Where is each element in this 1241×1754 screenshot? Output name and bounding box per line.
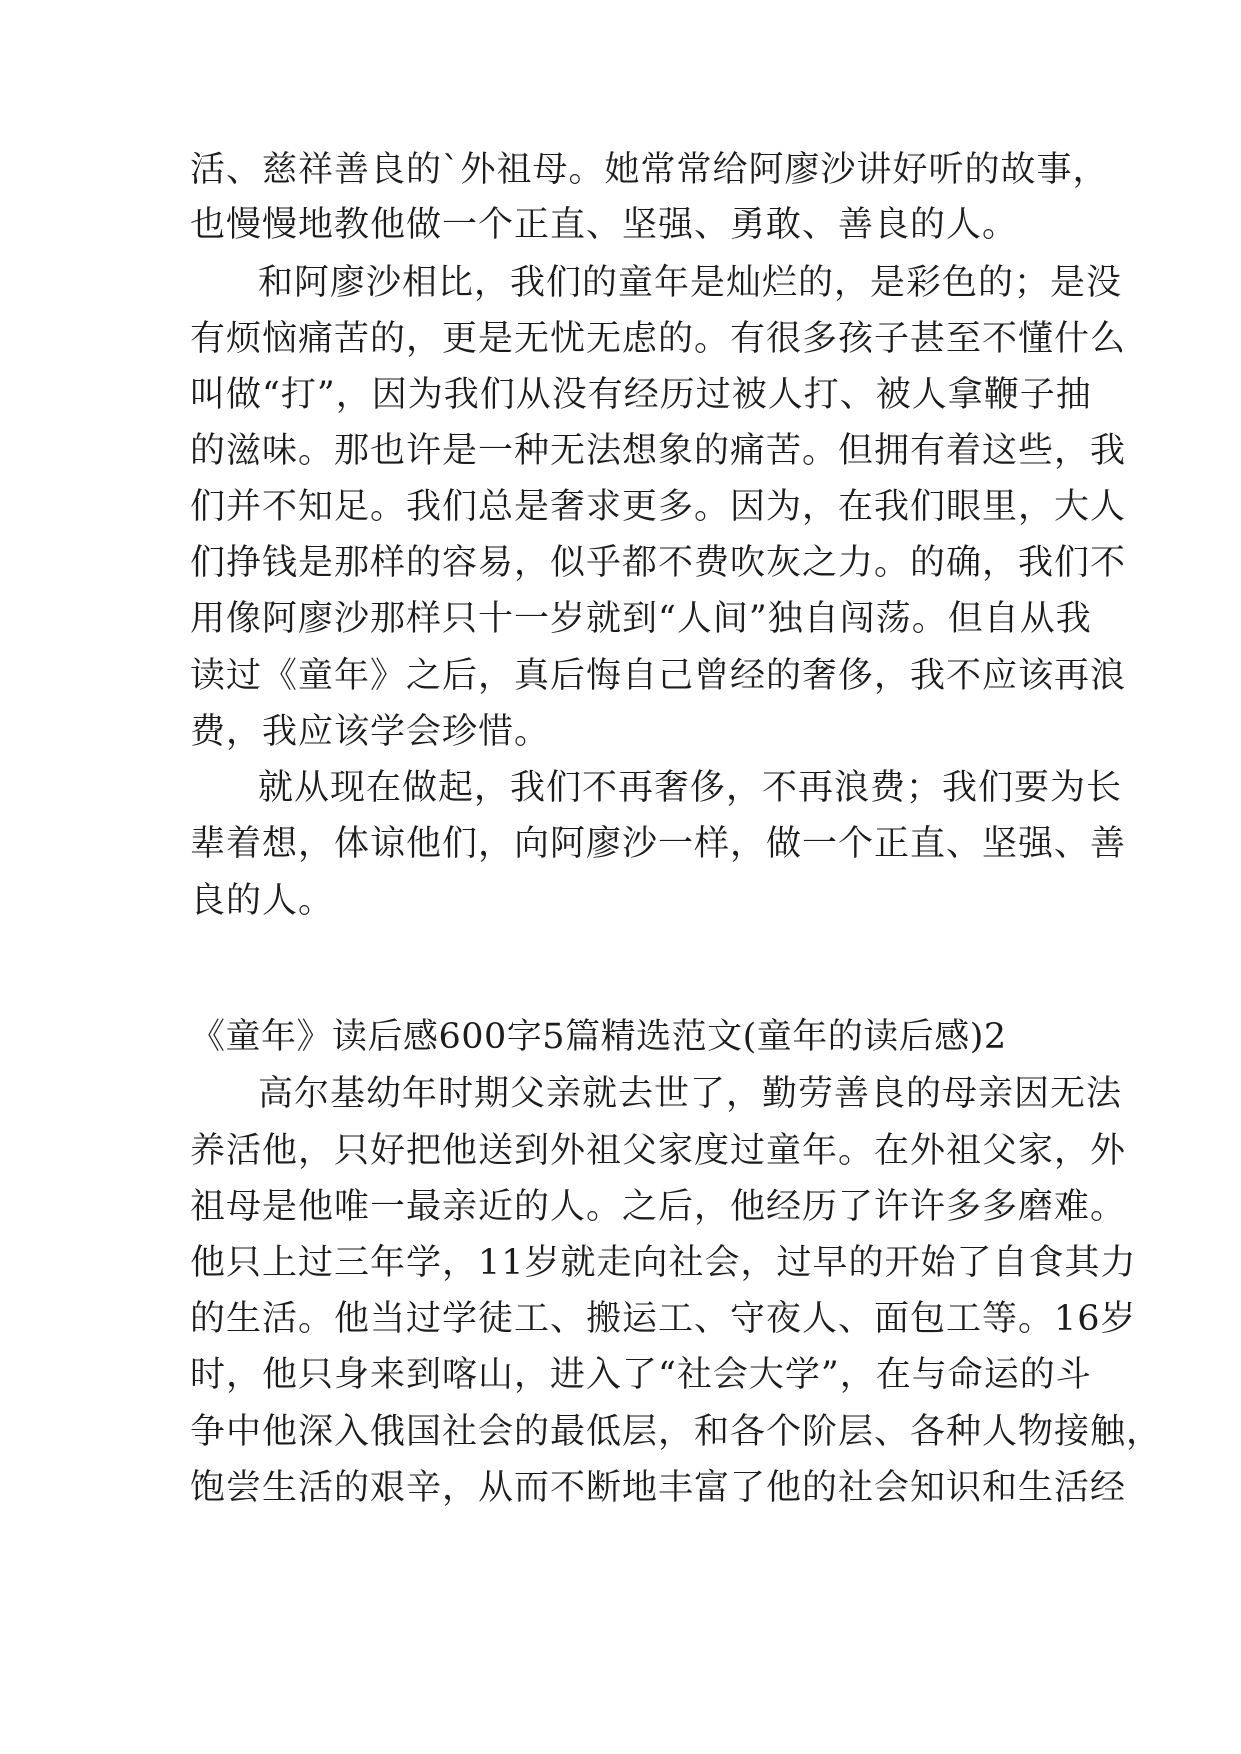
- paragraph-line: 们挣钱是那样的容易，似乎都不费吹灰之力。的确，我们不: [190, 543, 1127, 583]
- paragraph-line: 养活他，只好把他送到外祖父家度过童年。在外祖父家，外: [190, 1131, 1127, 1171]
- paragraph-line: 活、慈祥善良的`外祖母。她常常给阿廖沙讲好听的故事，: [190, 150, 1109, 190]
- paragraph-line: 高尔基幼年时期父亲就去世了，勤劳善良的母亲因无法: [258, 1074, 1123, 1114]
- paragraph-line: 时，他只身来到喀山，进入了“社会大学”，在与命运的斗: [190, 1355, 1092, 1395]
- paragraph-line: 就从现在做起，我们不再奢侈，不再浪费；我们要为长: [258, 768, 1123, 808]
- paragraph-line: 辈着想，体谅他们，向阿廖沙一样，做一个正直、坚强、善: [190, 824, 1127, 864]
- paragraph-line: 祖母是他唯一最亲近的人。之后，他经历了许许多多磨难。: [190, 1187, 1127, 1227]
- paragraph-line: 的滋味。那也许是一种无法想象的痛苦。但拥有着这些，我: [190, 431, 1127, 471]
- paragraph-line: 和阿廖沙相比，我们的童年是灿烂的，是彩色的；是没: [258, 263, 1123, 303]
- paragraph-line: 读过《童年》之后，真后悔自己曾经的奢侈，我不应该再浪: [190, 656, 1127, 696]
- paragraph-line: 有烦恼痛苦的，更是无忧无虑的。有很多孩子甚至不懂什么: [190, 319, 1127, 359]
- paragraph-line: 们并不知足。我们总是奢求更多。因为，在我们眼里，大人: [190, 487, 1127, 527]
- paragraph-line: 饱尝生活的艰辛，从而不断地丰富了他的社会知识和生活经: [190, 1468, 1127, 1508]
- paragraph-line: 良的人。: [190, 881, 335, 921]
- paragraph-line: 争中他深入俄国社会的最低层，和各个阶层、各种人物接触，: [190, 1412, 1163, 1452]
- section-heading: 《童年》读后感600字5篇精选范文(童年的读后感)2: [190, 1017, 1007, 1057]
- paragraph-line: 叫做“打”，因为我们从没有经历过被人打、被人拿鞭子抽: [190, 375, 1092, 415]
- paragraph-line: 的生活。他当过学徒工、搬运工、守夜人、面包工等。16岁: [190, 1299, 1137, 1339]
- paragraph-line: 也慢慢地教他做一个正直、坚强、勇敢、善良的人。: [190, 205, 1019, 245]
- paragraph-line: 他只上过三年学，11岁就走向社会，过早的开始了自食其力: [190, 1243, 1137, 1283]
- paragraph-line: 用像阿廖沙那样只十一岁就到“人间”独自闯荡。但自从我: [190, 599, 1092, 639]
- paragraph-line: 费，我应该学会珍惜。: [190, 712, 551, 752]
